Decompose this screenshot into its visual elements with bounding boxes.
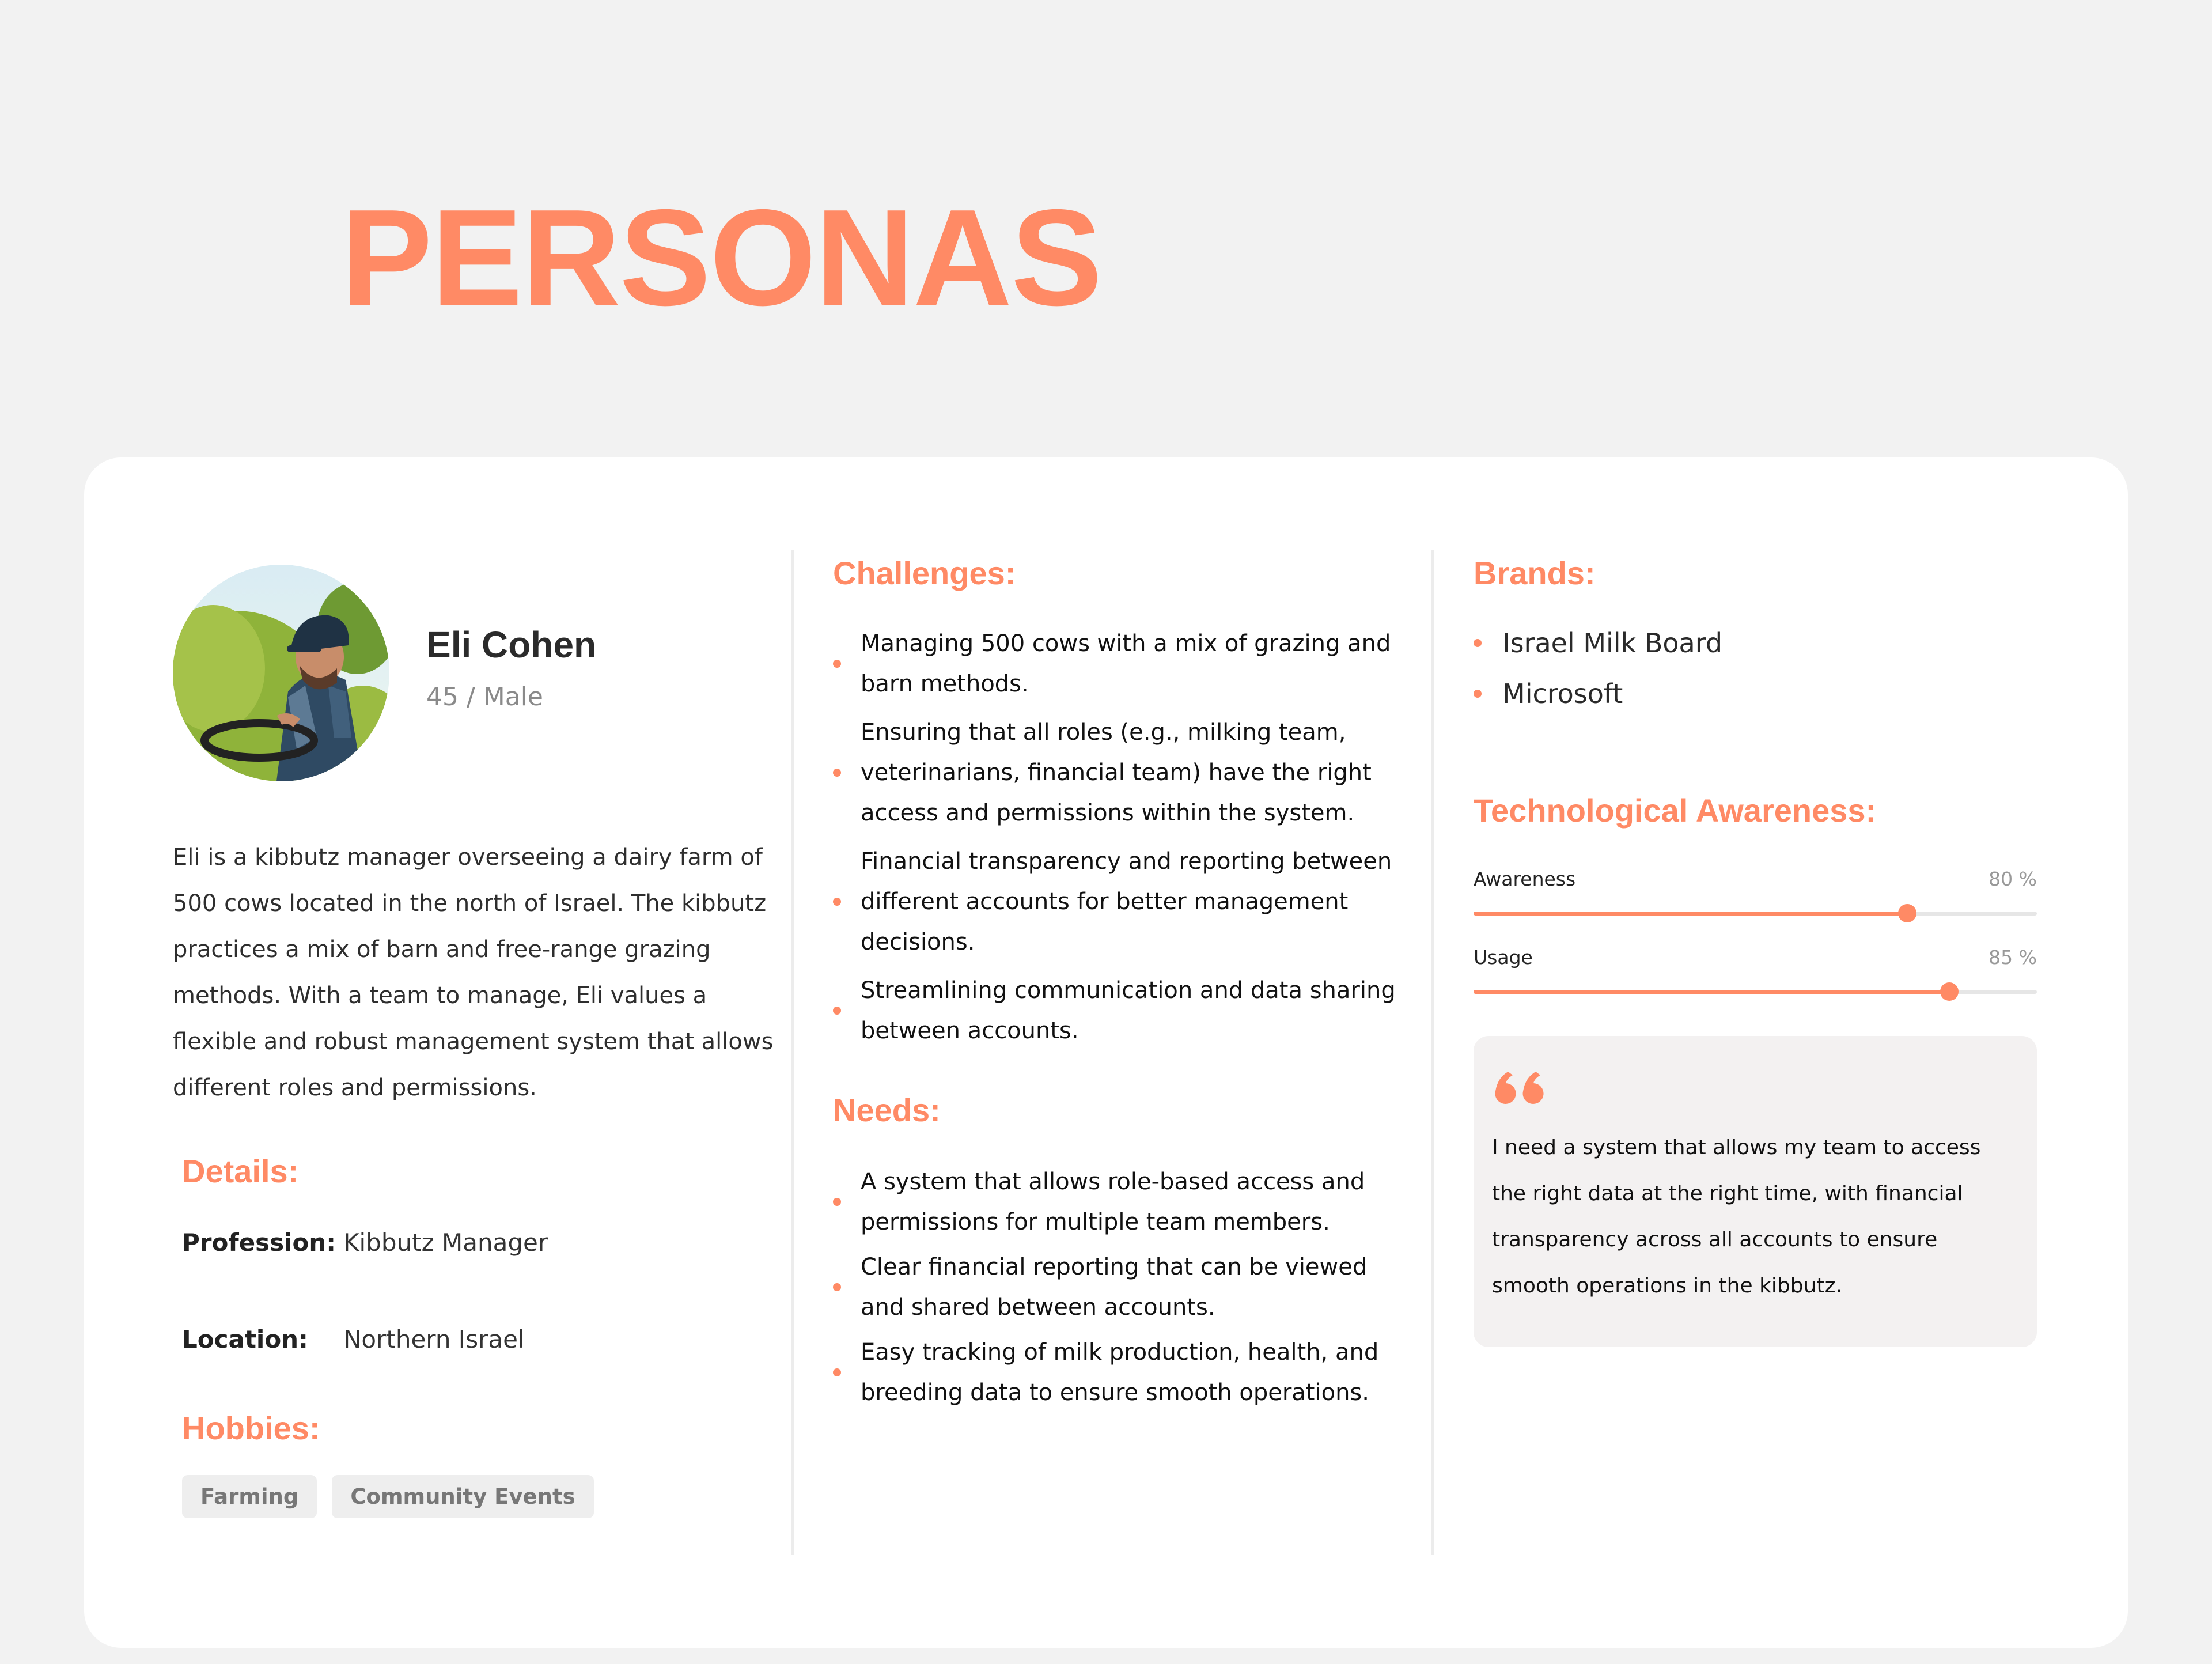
list-item: Israel Milk Board: [1474, 618, 1992, 668]
meter-knob: [1898, 904, 1916, 922]
meter-label: Usage: [1474, 946, 1533, 969]
list-item: Managing 500 cows with a mix of grazing and barn methods.: [833, 623, 1409, 704]
quote-box: [1474, 1036, 2037, 1347]
column-divider: [791, 550, 794, 1555]
meter-label: Awareness: [1474, 868, 1576, 890]
meter-track: [1474, 990, 2037, 994]
profession-label: Profession:: [182, 1228, 336, 1257]
quote-text: I need a system that allows my team to access the right data at the right time, with financial transparency across all accounts to ensure smooth operations in the kibbutz.: [1492, 1136, 1981, 1298]
page-title: PERSONAS: [341, 181, 1101, 334]
persona-bio: Eli is a kibbutz manager overseeing a dairy farm of 500 cows located in the north of Israel. The kibbutz practices a mix of barn and free-range grazing methods. With a team to manage, Eli values a flexible and robust management system that allows different roles and permissions.: [173, 844, 774, 1101]
persona-age-gender: 45 / Male: [426, 682, 544, 712]
meter-value: 85 %: [1988, 946, 2037, 969]
meter-knob: [1940, 982, 1959, 1001]
profession-value: Kibbutz Manager: [343, 1228, 548, 1257]
hobby-tag: Community Events: [332, 1475, 593, 1518]
list-item: Financial transparency and reporting between different accounts for better management decisions.: [833, 841, 1409, 962]
hobby-tag: Farming: [182, 1475, 317, 1518]
list-item: Easy tracking of milk production, health, and breeding data to ensure smooth operations.: [833, 1332, 1409, 1413]
hobby-tags: [182, 1475, 594, 1518]
avatar: [173, 565, 389, 781]
brands-heading: Brands:: [1474, 555, 1596, 591]
quote-icon: [1492, 1068, 1548, 1111]
meter-track: [1474, 912, 2037, 916]
meter-fill: [1474, 990, 1949, 994]
list-item: Clear financial reporting that can be viewed and shared between accounts.: [833, 1247, 1409, 1328]
challenges-list: [833, 623, 1409, 1059]
list-item: Ensuring that all roles (e.g., milking team, veterinarians, financial team) have the right access and permissions within the system.: [833, 712, 1409, 833]
hobbies-heading: Hobbies:: [182, 1410, 320, 1446]
detail-location: [182, 1325, 525, 1353]
needs-list: [833, 1162, 1409, 1417]
list-item: Streamlining communication and data sharing between accounts.: [833, 970, 1409, 1051]
column-divider: [1431, 550, 1434, 1555]
needs-heading: Needs:: [833, 1092, 941, 1128]
persona-name: Eli Cohen: [426, 624, 597, 665]
tech-awareness-heading: Technological Awareness:: [1474, 792, 1877, 829]
location-label: Location:: [182, 1325, 308, 1353]
meter-value: 80 %: [1988, 868, 2037, 890]
list-item: A system that allows role-based access and permissions for multiple team members.: [833, 1162, 1409, 1242]
location-value: Northern Israel: [343, 1325, 525, 1353]
detail-profession: [182, 1228, 548, 1257]
persona-card: [84, 457, 2128, 1648]
challenges-heading: Challenges:: [833, 555, 1016, 591]
details-heading: Details:: [182, 1153, 299, 1189]
brands-list: [1474, 618, 1992, 719]
list-item: Microsoft: [1474, 668, 1992, 719]
meter-fill: [1474, 912, 1907, 916]
